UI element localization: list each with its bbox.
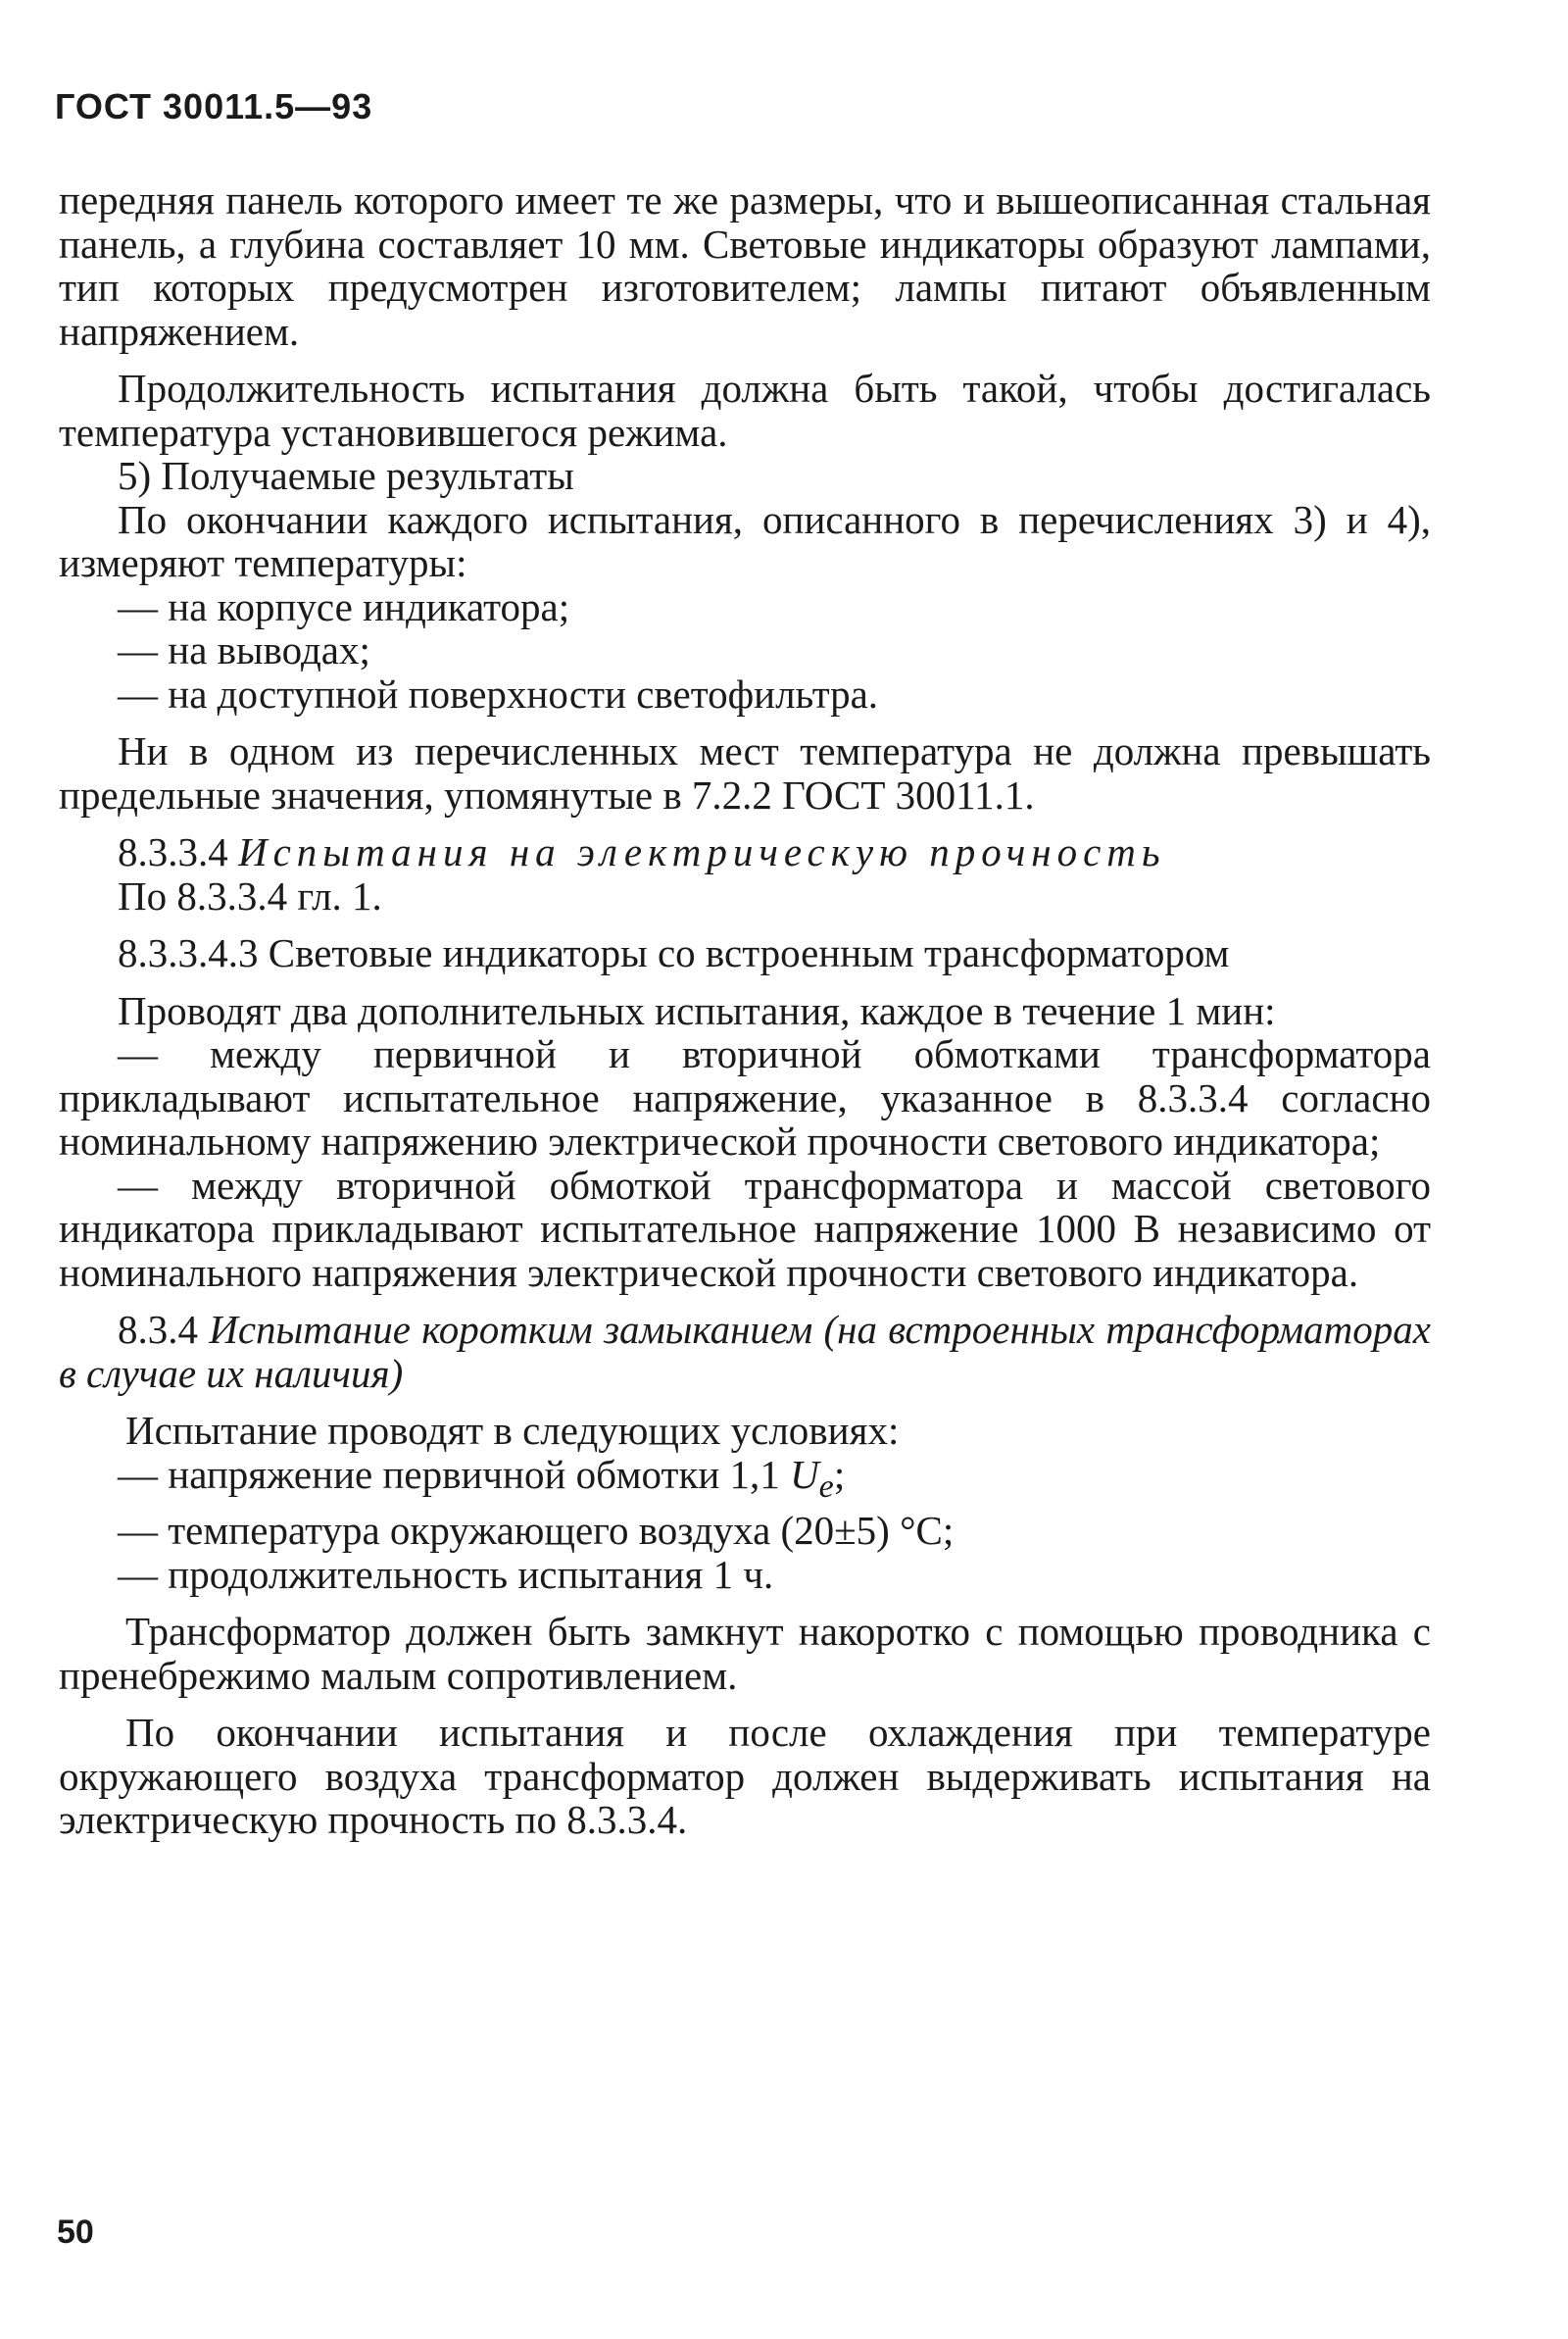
condition-text: ; [833,1451,846,1497]
conditions-intro: Испытание проводят в следующих условиях: [125,1408,900,1453]
clause-8-3-3-4-3: 8.3.3.4.3 Световые индикаторы со встроенным трансформатором [118,930,1230,975]
clause-reference: По 8.3.3.4 гл. 1. [118,872,382,919]
list-item: — на доступной поверхности светофильтра. [118,671,879,717]
variable-subscript: e [818,1468,834,1505]
page-body [59,178,1431,1842]
clause-title: Испытание коротким замыканием (на встроенных трансформаторах в случае их наличия) [59,1307,1431,1396]
list-item: — на выводах; [118,627,370,672]
variable-symbol: U [790,1451,819,1497]
paragraph: передняя панель которого имеет те же размеры, что и вышеописанная стальная панель, а глубина составляет 10 мм. Световые индикаторы образуют лампами, тип которых предусмотрен изготовителем; лампы питают объявленным напряжением. [59,177,1431,354]
clause-number: 8.3.3.4 [118,829,228,874]
clause-title: Испытания на электрическую прочность [238,829,1166,874]
condition-item [59,1453,1431,1510]
clause-8-3-4 [59,1308,1431,1395]
clause-number: 8.3.4 [118,1307,198,1352]
condition-text: — напряжение первичной обмотки 1,1 [118,1451,791,1497]
paragraph: Продолжительность испытания должна быть такой, чтобы достигалась температура установившегося режима. [59,366,1431,455]
paragraph: Трансформатор должен быть замкнут накоротко с помощью проводника с пренебрежимо малым сопротивлением. [59,1609,1431,1698]
page-header: ГОСТ 30011.5—93 [55,86,373,126]
paragraph: — между первичной и вторичной обмотками трансформатора прикладывают испытательное напряжение, указанное в 8.3.3.4 согласно номинальному напряжению электрической прочности светового индикатора; [59,1031,1431,1164]
paragraph: Ни в одном из перечисленных мест температура не должна превышать предельные значения, упомянутые в 7.2.2 ГОСТ 30011.1. [59,728,1431,818]
list-item: — на корпусе индикатора; [118,583,570,629]
page-number: 50 [57,2214,94,2251]
paragraph: Проводят два дополнительных испытания, каждое в течение 1 мин: [118,987,1276,1033]
paragraph: По окончании испытания и после охлаждения при температуре окружающего воздуха трансформатор должен выдерживать испытания на электрическую прочность по 8.3.3.4. [59,1710,1431,1843]
clause-8-3-3-4 [59,830,1431,874]
paragraph: По окончании каждого испытания, описанного в перечислениях 3) и 4), измеряют температуры: [59,496,1431,585]
condition-item: — продолжительность испытания 1 ч. [118,1551,774,1597]
paragraph: — между вторичной обмоткой трансформатора и массой светового индикатора прикладывают испытательное напряжение 1000 В независимо от номинального напряжения электрической прочности светового индикатора. [59,1162,1431,1295]
paragraph: 5) Получаемые результаты [118,453,574,498]
condition-item: — температура окружающего воздуха (20±5) °С; [118,1508,955,1554]
